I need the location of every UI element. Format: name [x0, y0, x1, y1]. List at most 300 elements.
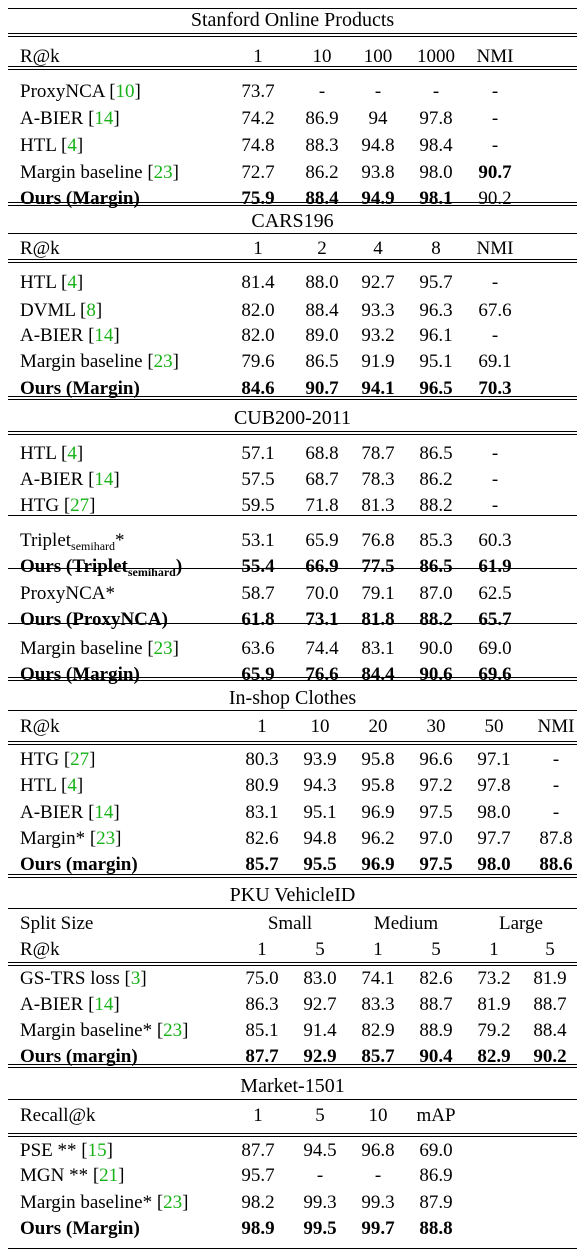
citation-link[interactable]: 14: [94, 108, 114, 129]
column-header: mAP: [416, 1105, 456, 1126]
method-label: A-BIER: [20, 994, 84, 1015]
method-subscript: semihard: [127, 565, 176, 579]
rule-line: [8, 744, 577, 745]
table-cell: 90.7: [305, 378, 339, 399]
table-cell: -: [491, 81, 499, 102]
table-cell: 93.2: [361, 325, 395, 346]
method-name: Margin baseline* [23]: [20, 1020, 189, 1041]
rule-line: [8, 962, 577, 963]
table-cell: 97.5: [419, 854, 453, 875]
method-label: A-BIER: [20, 108, 84, 129]
table-cell: 69.1: [478, 351, 512, 372]
citation-link[interactable]: 14: [94, 802, 114, 823]
section-title: Market-1501: [240, 1075, 345, 1097]
table-cell: 88.4: [305, 300, 339, 321]
table-cell: 75.0: [245, 968, 279, 989]
method-label: A-BIER: [20, 325, 84, 346]
table-cell: 69.0: [419, 1140, 453, 1161]
table-cell: 80.3: [245, 749, 279, 770]
citation-link[interactable]: 23: [153, 638, 173, 659]
table-cell: 55.4: [241, 556, 275, 577]
table-cell: 84.6: [241, 378, 275, 399]
method-label: Ours (margin): [20, 1046, 138, 1067]
table-cell: 78.7: [361, 443, 395, 464]
table-cell: 81.9: [477, 994, 511, 1015]
method-name: A-BIER [14]: [20, 469, 120, 490]
table-cell: 85.3: [419, 530, 453, 551]
table-cell: 82.6: [419, 968, 453, 989]
method-suffix: *: [115, 530, 125, 551]
method-label: ProxyNCA*: [20, 583, 116, 604]
table-cell: 88.7: [419, 994, 453, 1015]
table-cell: 85.7: [245, 854, 279, 875]
table-cell: 99.3: [303, 1192, 337, 1213]
table-cell: 95.5: [303, 854, 337, 875]
column-header: 5: [545, 939, 555, 960]
table-cell: 90.7: [478, 162, 512, 183]
method-label: Margin baseline: [20, 638, 143, 659]
column-header: 1: [257, 716, 267, 737]
column-header: 1: [253, 1105, 263, 1126]
method-label: Margin baseline: [20, 351, 143, 372]
table-cell: 94.8: [303, 828, 337, 849]
table-cell: 60.3: [478, 530, 512, 551]
table-cell: 98.9: [241, 1218, 275, 1239]
method-name: Margin* [23]: [20, 828, 122, 849]
table-cell: 70.3: [478, 378, 512, 399]
citation-link[interactable]: 14: [94, 325, 114, 346]
table-cell: 98.0: [419, 162, 453, 183]
table-cell: 96.9: [361, 854, 395, 875]
method-label: Ours (Margin): [20, 1218, 140, 1239]
table-cell: 86.5: [419, 443, 453, 464]
method-name: Margin baseline [23]: [20, 638, 179, 659]
method-name: [20, 555, 182, 584]
table-cell: 85.7: [361, 1046, 395, 1067]
method-label: Ours (ProxyNCA): [20, 609, 168, 630]
table-cell: 80.9: [245, 775, 279, 796]
table-cell: 65.7: [478, 609, 512, 630]
table-cell: 88.6: [539, 854, 573, 875]
table-cell: 77.5: [361, 556, 395, 577]
table-cell: -: [552, 775, 560, 796]
method-name: GS-TRS loss [3]: [20, 968, 147, 989]
table-cell: 71.8: [305, 495, 339, 516]
method-name: Margin baseline [23]: [20, 351, 179, 372]
table-cell: 92.7: [361, 272, 395, 293]
table-cell: 58.7: [241, 583, 275, 604]
table-cell: 57.1: [241, 443, 275, 464]
method-label: Ours (Triplet: [20, 556, 128, 577]
table-cell: 95.7: [241, 1165, 275, 1186]
table-cell: 82.9: [361, 1020, 395, 1041]
table-cell: 97.8: [419, 108, 453, 129]
method-label: DVML: [20, 300, 76, 321]
method-label: Margin baseline: [20, 162, 143, 183]
column-header: 1: [253, 46, 263, 67]
table-cell: 84.4: [361, 664, 395, 685]
citation-link[interactable]: 27: [70, 749, 90, 770]
table-cell: 86.3: [245, 994, 279, 1015]
method-name: PSE ** [15]: [20, 1140, 113, 1161]
table-cell: 96.2: [361, 828, 395, 849]
method-subscript: semihard: [71, 539, 116, 553]
table-cell: 65.9: [305, 530, 339, 551]
split-size-label: Split Size: [20, 913, 94, 934]
table-cell: -: [552, 802, 560, 823]
citation-link[interactable]: 15: [87, 1140, 107, 1161]
table-cell: 98.2: [241, 1192, 275, 1213]
method-name: [20, 377, 140, 401]
citation-link[interactable]: 3: [130, 968, 141, 989]
table-cell: 75.9: [241, 188, 275, 209]
table-cell: -: [491, 135, 499, 156]
citation-link[interactable]: 14: [94, 469, 114, 490]
table-cell: 85.1: [245, 1020, 279, 1041]
rule-line: [8, 69, 577, 70]
rule-line: [8, 233, 577, 234]
table-cell: 65.9: [241, 664, 275, 685]
table-cell: 95.8: [361, 749, 395, 770]
table-cell: 88.2: [419, 609, 453, 630]
method-suffix: ): [175, 556, 183, 577]
table-cell: 79.1: [361, 583, 395, 604]
table-cell: 96.3: [419, 300, 453, 321]
table-cell: 95.1: [419, 351, 453, 372]
citation-link[interactable]: 8: [86, 300, 96, 321]
rule-line: [8, 965, 577, 966]
table-cell: 87.7: [245, 1046, 279, 1067]
column-header: 10: [310, 716, 330, 737]
table-cell: 61.8: [241, 609, 275, 630]
method-label: HTL: [20, 272, 57, 293]
rule-line: [8, 908, 577, 909]
section-title: Stanford Online Products: [190, 9, 395, 31]
table-cell: -: [491, 443, 499, 464]
column-header: 2: [317, 238, 327, 259]
method-name: [20, 187, 140, 211]
table-cell: 87.8: [539, 828, 573, 849]
table-cell: -: [491, 495, 499, 516]
method-name: HTL [4]: [20, 135, 84, 156]
table-cell: 93.3: [361, 300, 395, 321]
column-header: 1: [373, 939, 383, 960]
table-cell: 78.3: [361, 469, 395, 490]
table-cell: 81.3: [361, 495, 395, 516]
table-cell: 86.5: [419, 556, 453, 577]
citation-link[interactable]: 14: [94, 994, 114, 1015]
table-cell: 74.8: [241, 135, 275, 156]
column-header: 1000: [417, 46, 455, 67]
table-cell: 91.9: [361, 351, 395, 372]
column-header: 30: [426, 716, 446, 737]
method-name: [20, 582, 115, 606]
table-cell: -: [316, 1165, 324, 1186]
column-header-label: R@k: [20, 46, 60, 67]
table-cell: 97.0: [419, 828, 453, 849]
rule-line: [8, 262, 577, 263]
citation-link[interactable]: 23: [153, 351, 173, 372]
table-cell: 90.0: [419, 638, 453, 659]
method-label: HTL: [20, 443, 57, 464]
citation-link[interactable]: 23: [153, 162, 173, 183]
citation-link[interactable]: 4: [67, 272, 77, 293]
rule-line: [8, 877, 577, 878]
table-cell: 95.8: [361, 775, 395, 796]
method-label: HTG: [20, 749, 60, 770]
method-name: HTL [4]: [20, 775, 84, 796]
table-cell: 62.5: [478, 583, 512, 604]
table-cell: 86.5: [305, 351, 339, 372]
table-cell: 94.1: [361, 378, 395, 399]
table-cell: 81.4: [241, 272, 275, 293]
table-cell: -: [491, 469, 499, 490]
table-cell: 86.2: [419, 469, 453, 490]
section-title: CUB200-2011: [233, 407, 352, 429]
method-name: DVML [8]: [20, 300, 103, 321]
table-cell: 88.9: [419, 1020, 453, 1041]
method-label: Ours (Margin): [20, 378, 140, 399]
method-name: Margin baseline* [23]: [20, 1192, 189, 1213]
column-header-label: R@k: [20, 238, 60, 259]
table-cell: 99.3: [361, 1192, 395, 1213]
table-cell: 87.0: [419, 583, 453, 604]
table-cell: 88.4: [305, 188, 339, 209]
table-cell: 73.1: [305, 609, 339, 630]
table-cell: 79.6: [241, 351, 275, 372]
method-label: HTG: [20, 495, 60, 516]
table-cell: 97.2: [419, 775, 453, 796]
rule-line: [8, 36, 577, 37]
table-cell: 83.1: [361, 638, 395, 659]
table-cell: 90.4: [419, 1046, 453, 1067]
table-cell: 86.2: [305, 162, 339, 183]
method-name: [20, 529, 125, 558]
section-title: In-shop Clothes: [228, 687, 357, 709]
table-cell: 67.6: [478, 300, 512, 321]
table-cell: 81.9: [533, 968, 567, 989]
table-cell: 82.6: [245, 828, 279, 849]
rule-line: [8, 431, 577, 432]
method-label: Triplet: [20, 530, 72, 551]
table-cell: 82.0: [241, 300, 275, 321]
table-cell: 93.8: [361, 162, 395, 183]
table-cell: 97.8: [477, 775, 511, 796]
citation-link[interactable]: 27: [70, 495, 90, 516]
table-cell: -: [432, 81, 440, 102]
table-cell: 94.9: [361, 188, 395, 209]
table-cell: 96.1: [419, 325, 453, 346]
citation-link[interactable]: 4: [67, 135, 77, 156]
table-cell: 73.2: [477, 968, 511, 989]
citation-link[interactable]: 23: [96, 828, 116, 849]
table-cell: 97.1: [477, 749, 511, 770]
table-cell: 76.8: [361, 530, 395, 551]
column-header: 20: [368, 716, 388, 737]
table-cell: 95.7: [419, 272, 453, 293]
column-header: 50: [484, 716, 504, 737]
method-label: A-BIER: [20, 469, 84, 490]
table-cell: 99.5: [303, 1218, 337, 1239]
table-cell: 96.9: [361, 802, 395, 823]
table-cell: 53.1: [241, 530, 275, 551]
method-name: HTG [27]: [20, 749, 96, 770]
table-cell: 94: [368, 108, 388, 129]
table-cell: 82.9: [477, 1046, 511, 1067]
method-label: Ours (margin): [20, 854, 138, 875]
table-cell: 83.3: [361, 994, 395, 1015]
method-name: ProxyNCA [10]: [20, 81, 141, 102]
section-title: PKU VehicleID: [229, 884, 356, 906]
table-cell: 73.7: [241, 81, 275, 102]
method-label: Margin baseline*: [20, 1020, 153, 1041]
table-cell: 82.0: [241, 325, 275, 346]
rule-line: [8, 1136, 577, 1137]
table-cell: -: [491, 272, 499, 293]
table-cell: 95.1: [303, 802, 337, 823]
table-cell: 87.7: [241, 1140, 275, 1161]
table-cell: 68.7: [305, 469, 339, 490]
method-name: [20, 608, 168, 632]
table-cell: -: [552, 749, 560, 770]
table-cell: 92.9: [303, 1046, 337, 1067]
column-header: 1: [253, 238, 263, 259]
table-cell: 66.9: [305, 556, 339, 577]
column-header-label: R@k: [20, 939, 60, 960]
table-cell: -: [374, 81, 382, 102]
table-cell: 90.2: [478, 188, 512, 209]
table-cell: 98.4: [419, 135, 453, 156]
rule-line: [8, 1099, 577, 1100]
table-cell: 74.2: [241, 108, 275, 129]
rule-line: [8, 710, 577, 711]
table-cell: 70.0: [305, 583, 339, 604]
citation-link[interactable]: 10: [115, 81, 135, 102]
column-header: 1: [257, 939, 267, 960]
table-cell: 94.8: [361, 135, 395, 156]
rule-line: [8, 1133, 577, 1134]
table-cell: 88.4: [533, 1020, 567, 1041]
method-name: [20, 663, 140, 687]
table-cell: 94.5: [303, 1140, 337, 1161]
citation-link[interactable]: 23: [163, 1020, 183, 1041]
table-cell: 97.5: [419, 802, 453, 823]
citation-link[interactable]: 23: [163, 1192, 183, 1213]
method-label: HTL: [20, 775, 57, 796]
table-cell: 74.4: [305, 638, 339, 659]
method-name: [20, 1217, 140, 1241]
column-header: 4: [373, 238, 383, 259]
column-header: 5: [315, 939, 325, 960]
table-cell: 98.1: [419, 188, 453, 209]
method-name: HTG [27]: [20, 495, 96, 516]
table-cell: 87.9: [419, 1192, 453, 1213]
table-cell: 96.6: [419, 749, 453, 770]
method-label: Ours (Margin): [20, 664, 140, 685]
split-header: Medium: [373, 913, 439, 934]
rule-line: [8, 434, 577, 435]
table-cell: 88.7: [533, 994, 567, 1015]
table-cell: 98.0: [477, 854, 511, 875]
rule-line: [8, 1248, 577, 1249]
table-cell: 96.5: [419, 378, 453, 399]
citation-link[interactable]: 4: [67, 443, 77, 464]
column-header: NMI: [537, 716, 575, 737]
method-name: A-BIER [14]: [20, 325, 120, 346]
table-cell: 69.6: [478, 664, 512, 685]
rule-line: [8, 741, 577, 742]
table-cell: 68.8: [305, 443, 339, 464]
column-header: 10: [312, 46, 332, 67]
column-header: 10: [368, 1105, 388, 1126]
split-header: Small: [267, 913, 313, 934]
method-name: A-BIER [14]: [20, 108, 120, 129]
method-name: MGN ** [21]: [20, 1165, 125, 1186]
method-name: HTL [4]: [20, 443, 84, 464]
method-name: Margin baseline [23]: [20, 162, 179, 183]
citation-link[interactable]: 21: [99, 1165, 119, 1186]
table-cell: 90.6: [419, 664, 453, 685]
method-label: A-BIER: [20, 802, 84, 823]
method-label: MGN **: [20, 1165, 89, 1186]
method-label: HTL: [20, 135, 57, 156]
column-header: 1: [489, 939, 499, 960]
method-label: Margin*: [20, 828, 86, 849]
table-cell: 89.0: [305, 325, 339, 346]
method-name: [20, 853, 138, 877]
table-cell: 91.4: [303, 1020, 337, 1041]
split-header: Large: [499, 913, 543, 934]
column-header-label: R@k: [20, 716, 60, 737]
table-cell: 74.1: [361, 968, 395, 989]
method-name: [20, 1045, 138, 1069]
column-header: 8: [431, 238, 441, 259]
column-header: NMI: [476, 238, 514, 259]
method-name: A-BIER [14]: [20, 802, 120, 823]
column-header: NMI: [476, 46, 514, 67]
table-cell: 57.5: [241, 469, 275, 490]
table-cell: 76.6: [305, 664, 339, 685]
table-cell: 97.7: [477, 828, 511, 849]
table-cell: 94.3: [303, 775, 337, 796]
table-cell: 86.9: [419, 1165, 453, 1186]
method-label: ProxyNCA: [20, 81, 105, 102]
table-cell: 72.7: [241, 162, 275, 183]
table-cell: 61.9: [478, 556, 512, 577]
table-cell: 79.2: [477, 1020, 511, 1041]
table-cell: 88.2: [419, 495, 453, 516]
method-label: Margin baseline*: [20, 1192, 153, 1213]
column-header: 100: [363, 46, 393, 67]
table-cell: 86.9: [305, 108, 339, 129]
method-label: Ours (Margin): [20, 188, 140, 209]
method-name: HTL [4]: [20, 272, 84, 293]
table-cell: -: [318, 81, 326, 102]
table-cell: 88.8: [419, 1218, 453, 1239]
citation-link[interactable]: 4: [67, 775, 77, 796]
table-cell: -: [374, 1165, 382, 1186]
rule-line: [8, 33, 577, 34]
table-cell: 88.3: [305, 135, 339, 156]
method-label: GS-TRS loss: [20, 968, 120, 989]
table-cell: -: [491, 325, 499, 346]
table-cell: 69.0: [478, 638, 512, 659]
method-name: A-BIER [14]: [20, 994, 120, 1015]
table-cell: 98.0: [477, 802, 511, 823]
table-cell: 93.9: [303, 749, 337, 770]
table-cell: 99.7: [361, 1218, 395, 1239]
table-cell: 92.7: [303, 994, 337, 1015]
